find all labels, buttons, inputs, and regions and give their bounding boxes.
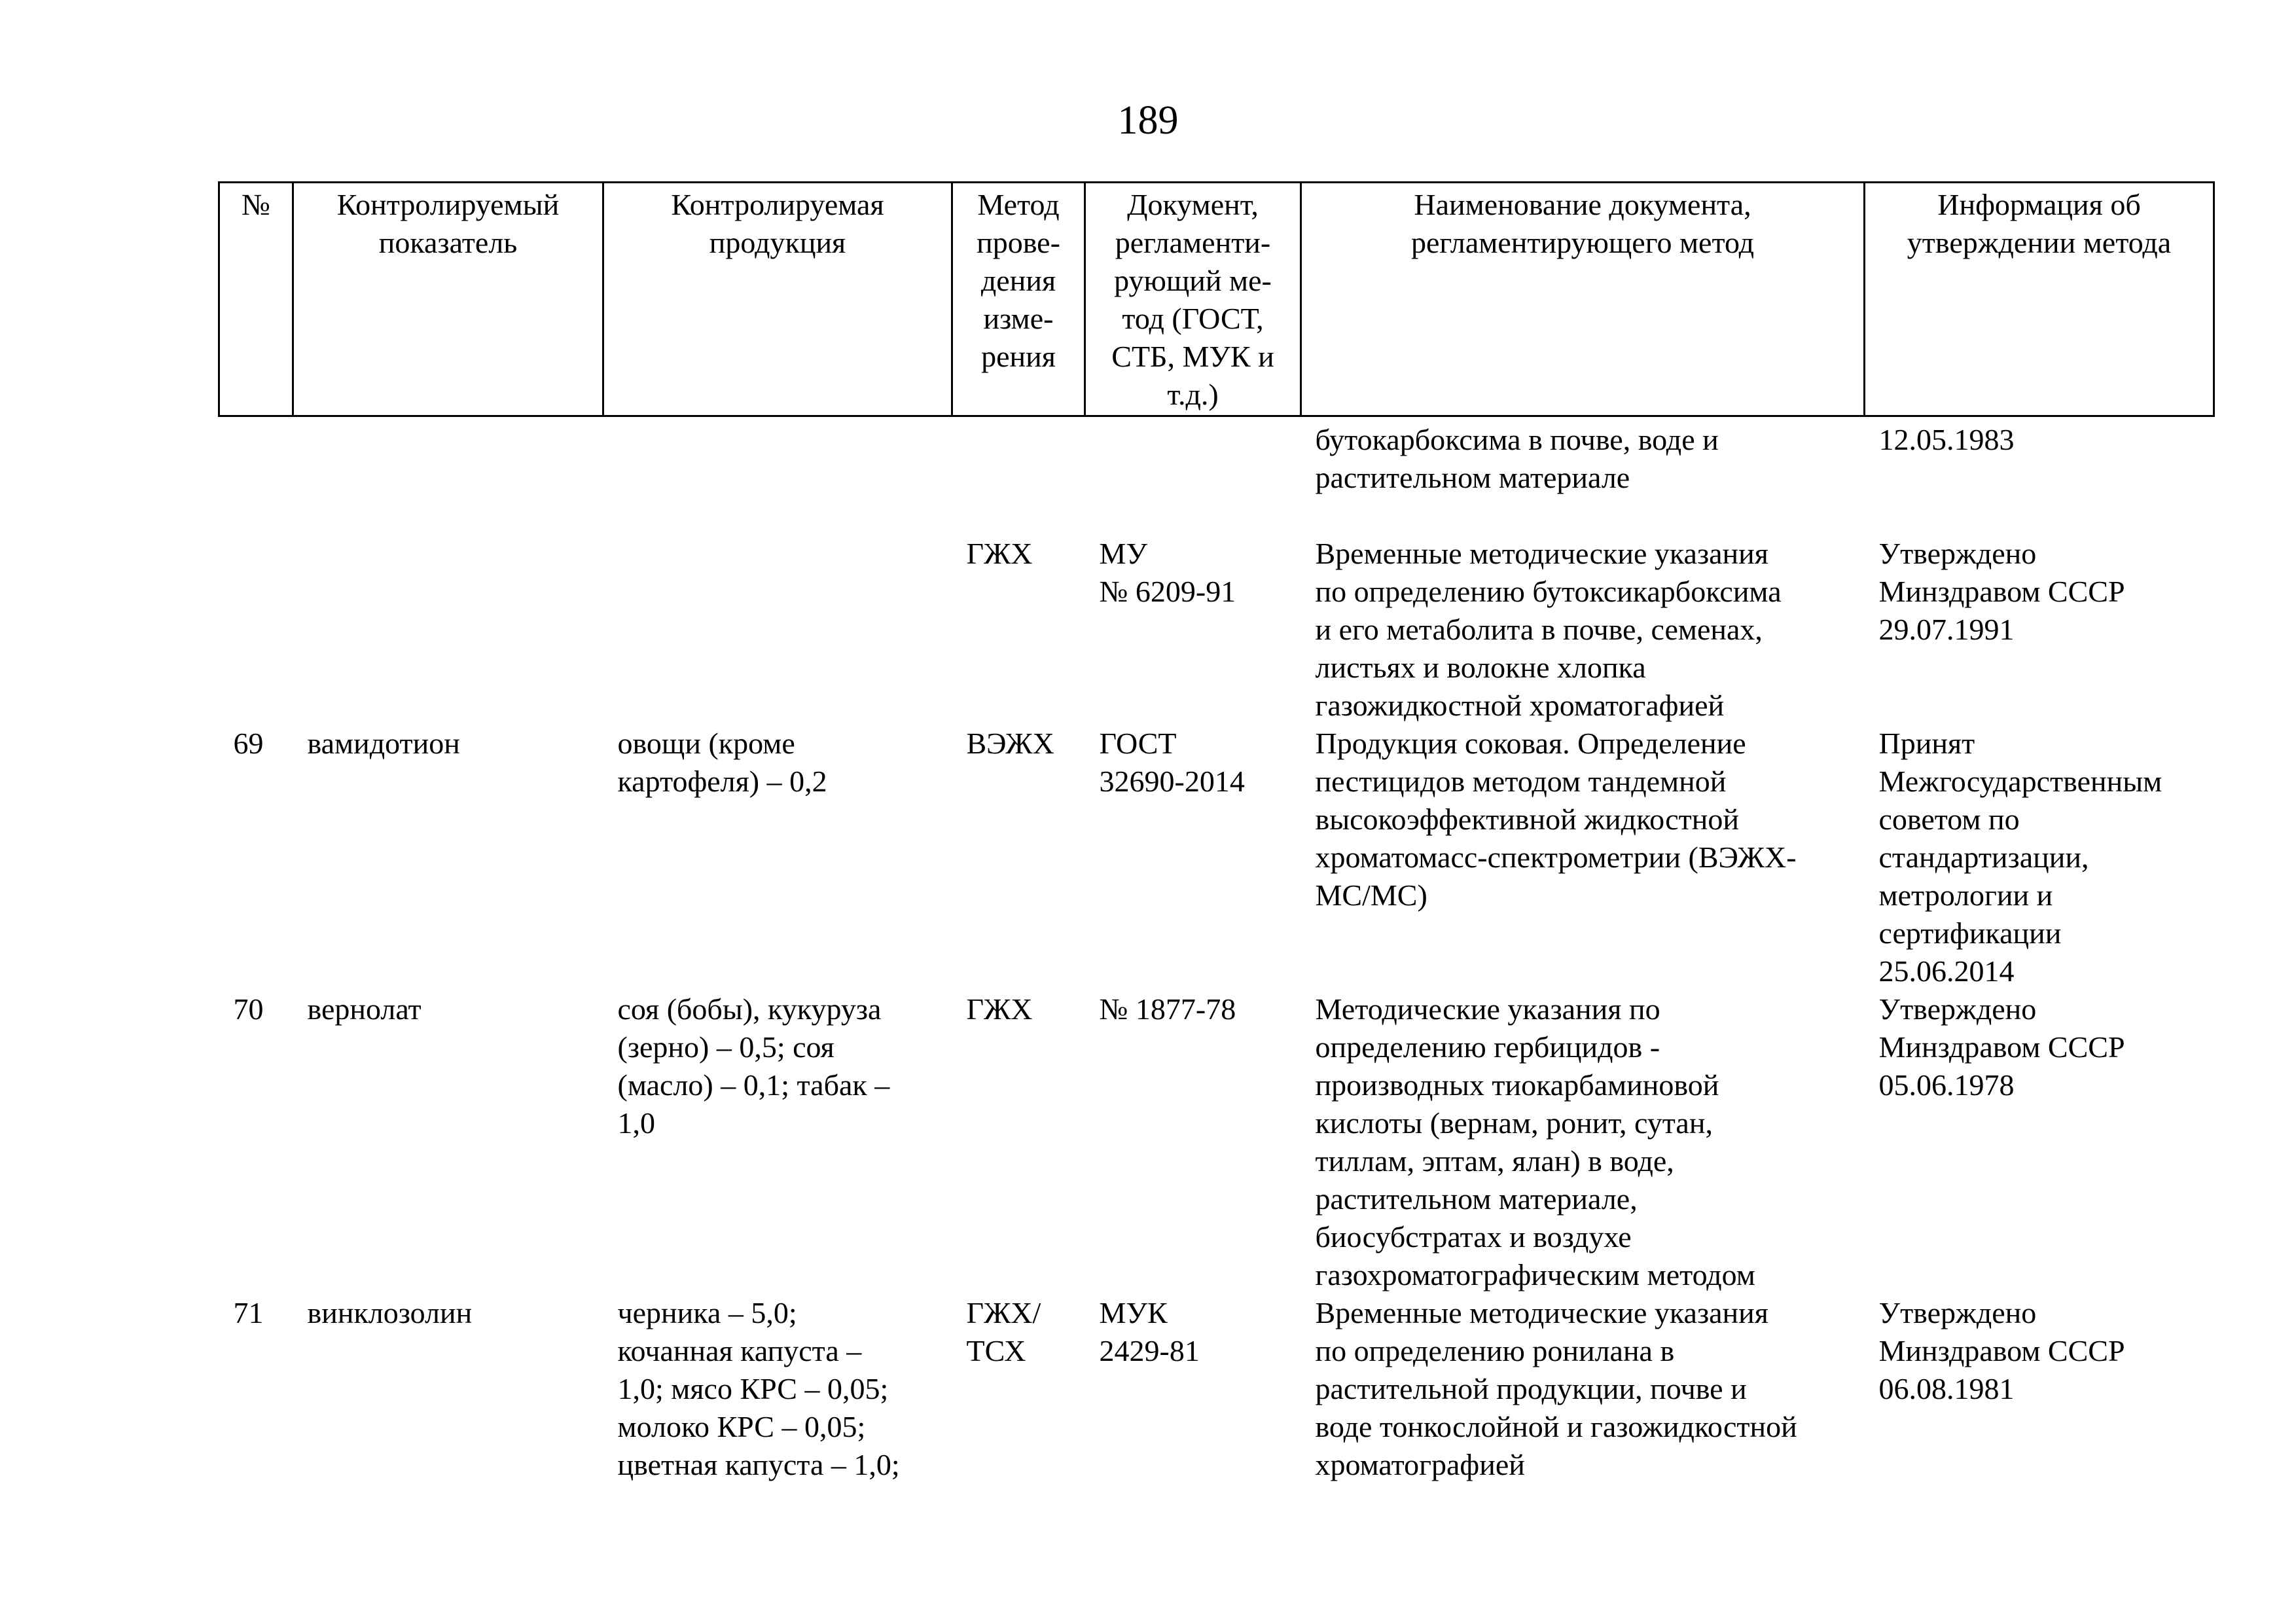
- row-document: МУ № 6209-91: [1099, 537, 1236, 608]
- header-row: [219, 183, 2214, 416]
- row-document: ГОСТ 32690-2014: [1099, 727, 1245, 798]
- row-document-name: Продукция соковая. Определение пестицидов методом тандемной высокоэффективной жидкостной хроматомасс-спектрометрии (ВЭЖХ- МС/МС): [1315, 727, 1797, 912]
- row-number: [219, 416, 293, 535]
- row-number: 69: [233, 727, 264, 760]
- methods-table: [218, 181, 2215, 1484]
- header-document: Документ, регламенти- рующий ме- тод (ГОСТ, СТБ, МУК и т.д.): [1085, 183, 1301, 416]
- row-document-name: Временные методические указания по определению бутоксикарбоксима и его метаболита в почве, семенах, листьях и волокне хлопка газожидкостной хроматогафией: [1315, 537, 1782, 722]
- row-approval: Утверждено Минздравом СССР 06.08.1981: [1878, 1296, 2125, 1405]
- row-number: 71: [233, 1296, 264, 1329]
- row-number: [219, 535, 293, 725]
- page-number: 189: [1117, 98, 1179, 143]
- table-body: [219, 416, 2214, 1485]
- header-method: Метод прове- дения изме- рения: [952, 183, 1085, 416]
- row-method: [952, 416, 1085, 535]
- row-product: [603, 416, 952, 535]
- header-indicator: Контролируемый показатель: [293, 183, 603, 416]
- row-approval: 12.05.1983: [1878, 423, 2015, 456]
- table-header: [219, 183, 2214, 416]
- table-row: [219, 1294, 2214, 1484]
- row-method: ГЖХ: [966, 537, 1033, 570]
- row-product: черника – 5,0; кочанная капуста – 1,0; мясо КРС – 0,05; молоко КРС – 0,05; цветная капуста – 1,0;: [617, 1296, 900, 1481]
- row-document: [1085, 416, 1301, 535]
- methods-table-container: [218, 181, 2213, 1484]
- table-row: [219, 990, 2214, 1294]
- row-method: ГЖХ: [966, 992, 1033, 1026]
- row-method: ГЖХ/ ТСХ: [966, 1296, 1041, 1367]
- header-product: Контролируемая продукция: [603, 183, 952, 416]
- row-indicator: [293, 535, 603, 725]
- row-indicator: винклозолин: [307, 1296, 473, 1329]
- row-document: МУК 2429-81: [1099, 1296, 1200, 1367]
- header-number: №: [219, 183, 293, 416]
- table-row: [219, 416, 2214, 535]
- row-document-name: Временные методические указания по определению ронилана в растительной продукции, почве и воде тонкослойной и газожидкостной хроматографией: [1315, 1296, 1797, 1481]
- row-indicator: вамидотион: [307, 727, 460, 760]
- row-approval: Утверждено Минздравом СССР 05.06.1978: [1878, 992, 2125, 1102]
- row-number: 70: [233, 992, 264, 1026]
- header-approval: Информация об утверждении метода: [1865, 183, 2214, 416]
- row-product: овощи (кроме картофеля) – 0,2: [617, 727, 827, 798]
- row-indicator: [293, 416, 603, 535]
- table-row: [219, 725, 2214, 990]
- row-document-name: бутокарбоксима в почве, воде и растительном материале: [1315, 423, 1719, 494]
- row-product: соя (бобы), кукуруза (зерно) – 0,5; соя (масло) – 0,1; табак – 1,0: [617, 992, 890, 1140]
- row-indicator: вернолат: [307, 992, 422, 1026]
- row-method: ВЭЖХ: [966, 727, 1054, 760]
- row-product: [603, 535, 952, 725]
- row-approval: Принят Межгосударственным советом по стандартизации, метрологии и сертификации 25.06.2014: [1878, 727, 2162, 988]
- row-approval: Утверждено Минздравом СССР 29.07.1991: [1878, 537, 2125, 646]
- row-document: № 1877-78: [1099, 992, 1236, 1026]
- row-document-name: Методические указания по определению гербицидов - производных тиокарбаминовой кислоты (вернам, ронит, сутан, тиллам, эптам, ялан) в воде, растительном материале, биосубстратах и воздухе газохроматографическим методом: [1315, 992, 1755, 1291]
- table-row: [219, 535, 2214, 725]
- header-document-name: Наименование документа, регламентирующего метод: [1301, 183, 1865, 416]
